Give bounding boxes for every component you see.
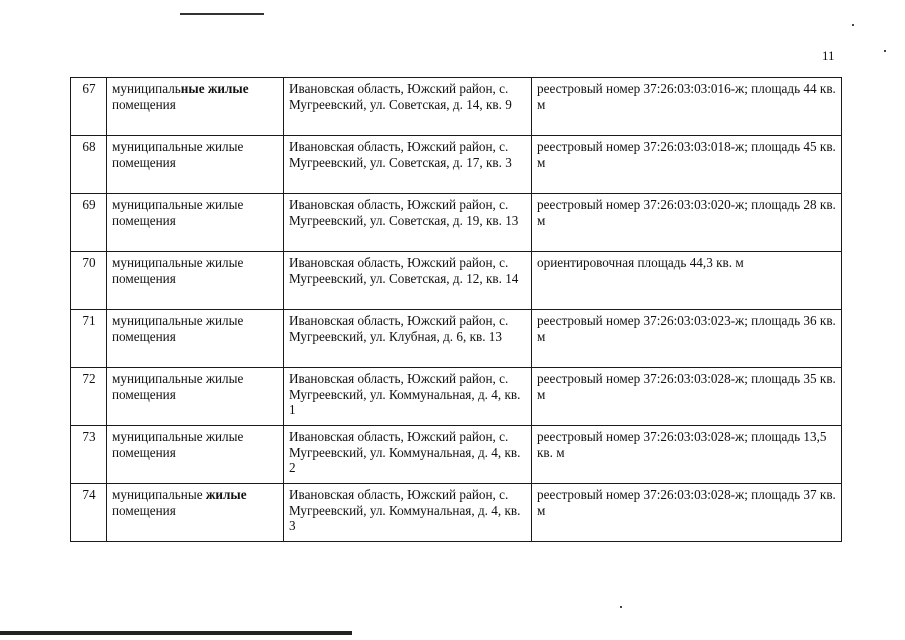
row-number: 69 (71, 194, 107, 252)
row-number: 72 (71, 368, 107, 426)
property-type-cell: муниципальные жилые помещения (107, 252, 284, 310)
registry-info-cell: реестровый номер 37:26:03:03:023-ж; площадь 36 кв. м (532, 310, 842, 368)
property-type-text: муниципаль (112, 81, 181, 96)
property-type-bold-text: ные жилые (180, 81, 249, 96)
page-number: 11 (822, 48, 835, 63)
address-cell: Ивановская область, Южский район, с. Мугреевский, ул. Клубная, д. 6, кв. 13 (284, 310, 532, 368)
row-number: 71 (71, 310, 107, 368)
address-cell: Ивановская область, Южский район, с. Мугреевский, ул. Коммунальная, д. 4, кв. 1 (284, 368, 532, 426)
property-type-cell (107, 484, 284, 542)
table-row (71, 368, 842, 426)
property-type-cell: муниципальные жилые помещения (107, 194, 284, 252)
scan-artifact-bottom-line (0, 631, 352, 635)
property-type-cell: муниципальные жилые помещения (107, 310, 284, 368)
table-row (71, 194, 842, 252)
scan-artifact-dot (620, 606, 622, 608)
property-type-cell: муниципальные жилые помещения (107, 368, 284, 426)
address-cell: Ивановская область, Южский район, с. Мугреевский, ул. Советская, д. 12, кв. 14 (284, 252, 532, 310)
table-row (71, 484, 842, 542)
property-type-bold-text: жилые (205, 487, 247, 502)
property-type-cell (107, 78, 284, 136)
registry-info-cell: ориентировочная площадь 44,3 кв. м (532, 252, 842, 310)
row-number: 74 (71, 484, 107, 542)
registry-info-cell: реестровый номер 37:26:03:03:028-ж; площадь 13,5 кв. м (532, 426, 842, 484)
address-cell: Ивановская область, Южский район, с. Мугреевский, ул. Советская, д. 14, кв. 9 (284, 78, 532, 136)
row-number: 67 (71, 78, 107, 136)
address-cell: Ивановская область, Южский район, с. Мугреевский, ул. Коммунальная, д. 4, кв. 3 (284, 484, 532, 542)
registry-info-cell: реестровый номер 37:26:03:03:018-ж; площадь 45 кв. м (532, 136, 842, 194)
scan-artifact-top-line (180, 13, 264, 15)
address-cell: Ивановская область, Южский район, с. Мугреевский, ул. Советская, д. 17, кв. 3 (284, 136, 532, 194)
address-cell: Ивановская область, Южский район, с. Мугреевский, ул. Советская, д. 19, кв. 13 (284, 194, 532, 252)
property-type-text: муниципальные (112, 487, 206, 502)
property-type-text: помещения (112, 96, 176, 112)
registry-info-cell: реестровый номер 37:26:03:03:020-ж; площадь 28 кв. м (532, 194, 842, 252)
registry-info-cell: реестровый номер 37:26:03:03:028-ж; площадь 37 кв. м (532, 484, 842, 542)
registry-info-cell: реестровый номер 37:26:03:03:028-ж; площадь 35 кв. м (532, 368, 842, 426)
property-type-cell: муниципальные жилые помещения (107, 426, 284, 484)
row-number: 73 (71, 426, 107, 484)
scan-artifact-dot (884, 50, 886, 52)
property-type-text: помещения (112, 502, 176, 518)
property-registry-table (70, 77, 842, 542)
scan-artifact-dot (852, 24, 854, 26)
address-cell: Ивановская область, Южский район, с. Мугреевский, ул. Коммунальная, д. 4, кв. 2 (284, 426, 532, 484)
row-number: 68 (71, 136, 107, 194)
table-row (71, 426, 842, 484)
table-row (71, 252, 842, 310)
table-row (71, 136, 842, 194)
table-row (71, 310, 842, 368)
property-type-cell: муниципальные жилые помещения (107, 136, 284, 194)
registry-info-cell: реестровый номер 37:26:03:03:016-ж; площадь 44 кв. м (532, 78, 842, 136)
row-number: 70 (71, 252, 107, 310)
table-row (71, 78, 842, 136)
